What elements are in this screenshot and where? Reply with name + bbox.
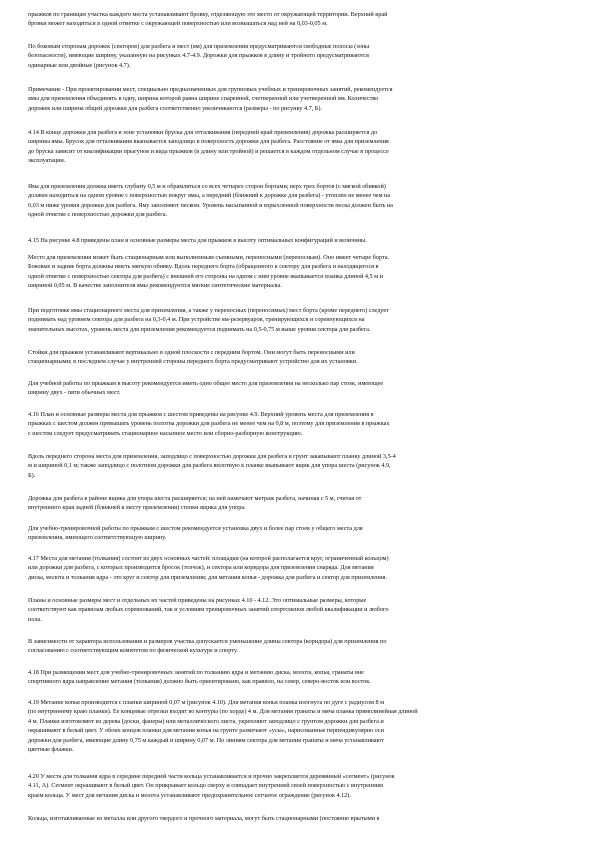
paragraph-vault-box: Вдоль переднего сторона места для приземления, заподлицо с поверхностью дорожки для разбега в грунт закапывают планку длиной 3,5-4 м и шириной 0,1 м; также заподлицо с полотном дорожки для разбега вплотную к планке вкапывают ящик для упора шеста (рисунок 4.9, Б).	[28, 453, 396, 479]
paragraph-landing-place: Место для приземления может быть стационарным или выполненным съемными, переносными (переносным). Оно имеет четыре борта. Боковые и задние борта должны иметь мягкую обивку. Вдоль переднего борта (обращенного к сектору для разбега и находящегося в одной отметке с поверхностью сектора для разбега) с внешней его стороны на одном с ним уровне вкапывается планка длиной 4,5 м и шириной 0,05 м. В качестве заполнителя ямы рекомендуются мягкие синтетические материалы.	[28, 254, 389, 290]
paragraph-training-high-jump: Для учебной работы по прыжкам в высоту рекомендуется иметь одно общее место для приземления на несколько пар стоек, имеющее ширину двух - пяти обычных мест.	[28, 380, 384, 397]
paragraph-4-16-pole-vault: 4.16 План и основные размеры места для прыжков с шестом приведены на рисунке 4.9. Верхний уровень места для приземления в прыжках с шестом должен превышать уровень полотна дорожки для разбега не менее чем на 0,8 м, поэтому для приземления в прыжках с шестом следует предусматривать стационарное насыпное место или сборно-разборную конструкцию.	[28, 411, 390, 437]
paragraph-bevel-intro: прыжков по границам участка каждого места устанавливают бровку, отделяющую это место от окружающей территории. Верхний край бровки может находиться в одной отметке с окружающей поверхностью или возвышаться над ней на 0,03-0,05 м.	[28, 11, 388, 28]
paragraph-jump-stands: Стойки для прыжков устанавливают вертикально в одной плоскости с передним бортом. Они могут быть переносными или стационарными; в последнем случае у внутренней стороны переднего борта предусматривают устройство для их установки.	[28, 349, 358, 366]
paragraph-4-17-throwing: 4.17 Места для метания (толкания) состоят из двух основных частей: площадки (на которой располагается круг, ограниченный кольцом) или дорожки для разбега, с которых производится бросок (толчок), и сектора или коридора для приземления снаряда. Для метания диска, молота и толкания ядра - это круг и сектор для приземления; для метания копья - дорожка для разбега и сектор для приземления.	[28, 555, 389, 581]
paragraph-sector-length: В зависимости от характера использования и размеров участка допускается уменьшение длины сектора (коридора) для приземления по согласованию с соответствующим комитетом по физической культуре и спорту.	[28, 638, 387, 655]
paragraph-4-19-javelin: 4.19 Метание копья производится с планки шириной 0,07 м (рисунок 4.10). Для метания копья планка изогнута по дуге с радиусом 8 м (по внутреннему краю планки). Ее концевые отрезки входят во контуры (по хорде) 4 м. Для метания гранаты и мяча планка прямолинейная длиной 4 м. Планки изготовляют из дерева (доски, фанеры) или металлического листа, укрепляют заподлицо с грунтом дорожки для разбега и окрашивают в белый цвет. У обоих концов планки для метания копья на грунте размечают «усы», нарисованные перпендикулярно оси дорожки для разбега, имеющие длину 0,75 м каждый и ширину 0,07 м. По линиям сектора для метания гранаты и мяча устанавливают цветные флажки.	[28, 699, 418, 754]
paragraph-4-15-high-jump: 4.15 На рисунке 4.8 приведены план и основные размеры места для прыжков в высоту оптимальных конфигураций и величины.	[28, 237, 367, 244]
paragraph-rings: Кольца, изготавливаемые из металла или другого твердого и прочного материала, могут быть стационарными (постоянно врытыми в	[28, 815, 380, 822]
paragraph-safety-zones: По боковым сторонам дорожек (секторов) для разбега и мест (ям) для приземления предусматриваются свободные полосы (зоны безопасности), имеющие ширину, указанную на рисунках 4.7-4.9. Дорожки для прыжков в длину и тройного предусматриваются одинарные или двойные (рисунок 4.7).	[28, 43, 370, 69]
paragraph-pole-vault-training: Для учебно-тренировочной работы по прыжкам с шестом рекомендуется установка двух и более пар стоек у общего места для приземления, имеющего соответствующую ширину.	[28, 525, 363, 542]
paragraph-4-20-shot-put: 4.20 У места для толкания ядра в середине передней части кольца устанавливается и прочно закрепляется деревянный «сегмент» (рисунок 4.11, А). Сегмент окрашивают в белый цвет. Он прикрывает кольцо сверху и совпадает внутренней своей поверхностью с внутренним краем кольца. У мест для метания диска и молота устанавливают предохранительное сетчатое ограждение (рисунок 4.12).	[28, 773, 395, 799]
paragraph-4-18-orientation: 4.18 При размещении мест для учебно-тренировочных занятий по толканию ядра и метанию диска, молота, копья, гранаты вне спортивного ядра направление метания (толкания) должно быть ориентировано, как правило, на север, северо-восток или восток.	[28, 669, 371, 686]
paragraph-4-14-takeoff-board: 4.14 В конце дорожки для разбега в зоне установки бруска для отталкивания (передний край приземления) дорожка расширяется до ширины ямы. Брусок для отталкивания вкапывается заподлицо в поверхность дорожки для разбега. Расстояние от ямы для приземления до бруска зависит от квалификации прыгунов и вида прыжков (в длину или тройной) и решается в каждом отдельном случае в процессе эксплуатации.	[28, 129, 389, 165]
paragraph-stationary-landing: При подготовке ямы стационарного места для приземления, а также у переносных (переносимых) мест борта (кроме переднего) следует поднимать над уровнем сектора для разбега на 0,3-0,4 м. При устройстве ям-резервуаров, тренирующихся и соревнующихся на значительных высотах, уровень места для приземления рекомендуется поднимать на 0,5-0,75 м выше уровня сектора для разбега.	[28, 307, 389, 333]
paragraph-runway-widening: Дорожка для разбега в районе ящика для упора шеста расширяется; на ней намечают метраж разбега, начиная с 5 м, считая от внутреннего края задней (ближней к месту приземления) стенки ящика для упора.	[28, 495, 362, 512]
paragraph-throwing-plans: Планы и основные размеры мест и отдельных их частей приведены на рисунках 4.10 - 4.12. Это оптимальные размеры, которые соответствуют как правилам любых соревнований, так и условиям тренировочных занятий спортсменов любой квалификации и любого пола.	[28, 597, 389, 623]
paragraph-note-group-pits: Примечание - При проектировании мест, специально предназначенных для групповых учебных и тренировочных занятий, рекомендуется ямы для приземления объединять в одну, ширина которой равна ширине спаренной, счетверенной или учетверенной ям. Количество дорожек или ширина общей дорожки для разбега соответственно увеличиваются (размеры - по рисунку 4.7, Б).	[28, 86, 393, 112]
paragraph-pit-depth: Яма для приземления должна иметь глубину 0,5 м и обрамляться со всех четырех сторон бортами; верх трех бортов (с мягкой обивкой) должен находиться на одном уровне с поверхностью вокруг ямы, а передний (ближний к дорожке для разбега) - утоплен не менее чем на 0,03 м ниже уровня дорожки для разбега. Яму заполняют песком. Уровень насыпанной и взрыхленной поверхности песка должен быть на одной отметке с поверхностью дорожки для разбега.	[28, 183, 393, 219]
